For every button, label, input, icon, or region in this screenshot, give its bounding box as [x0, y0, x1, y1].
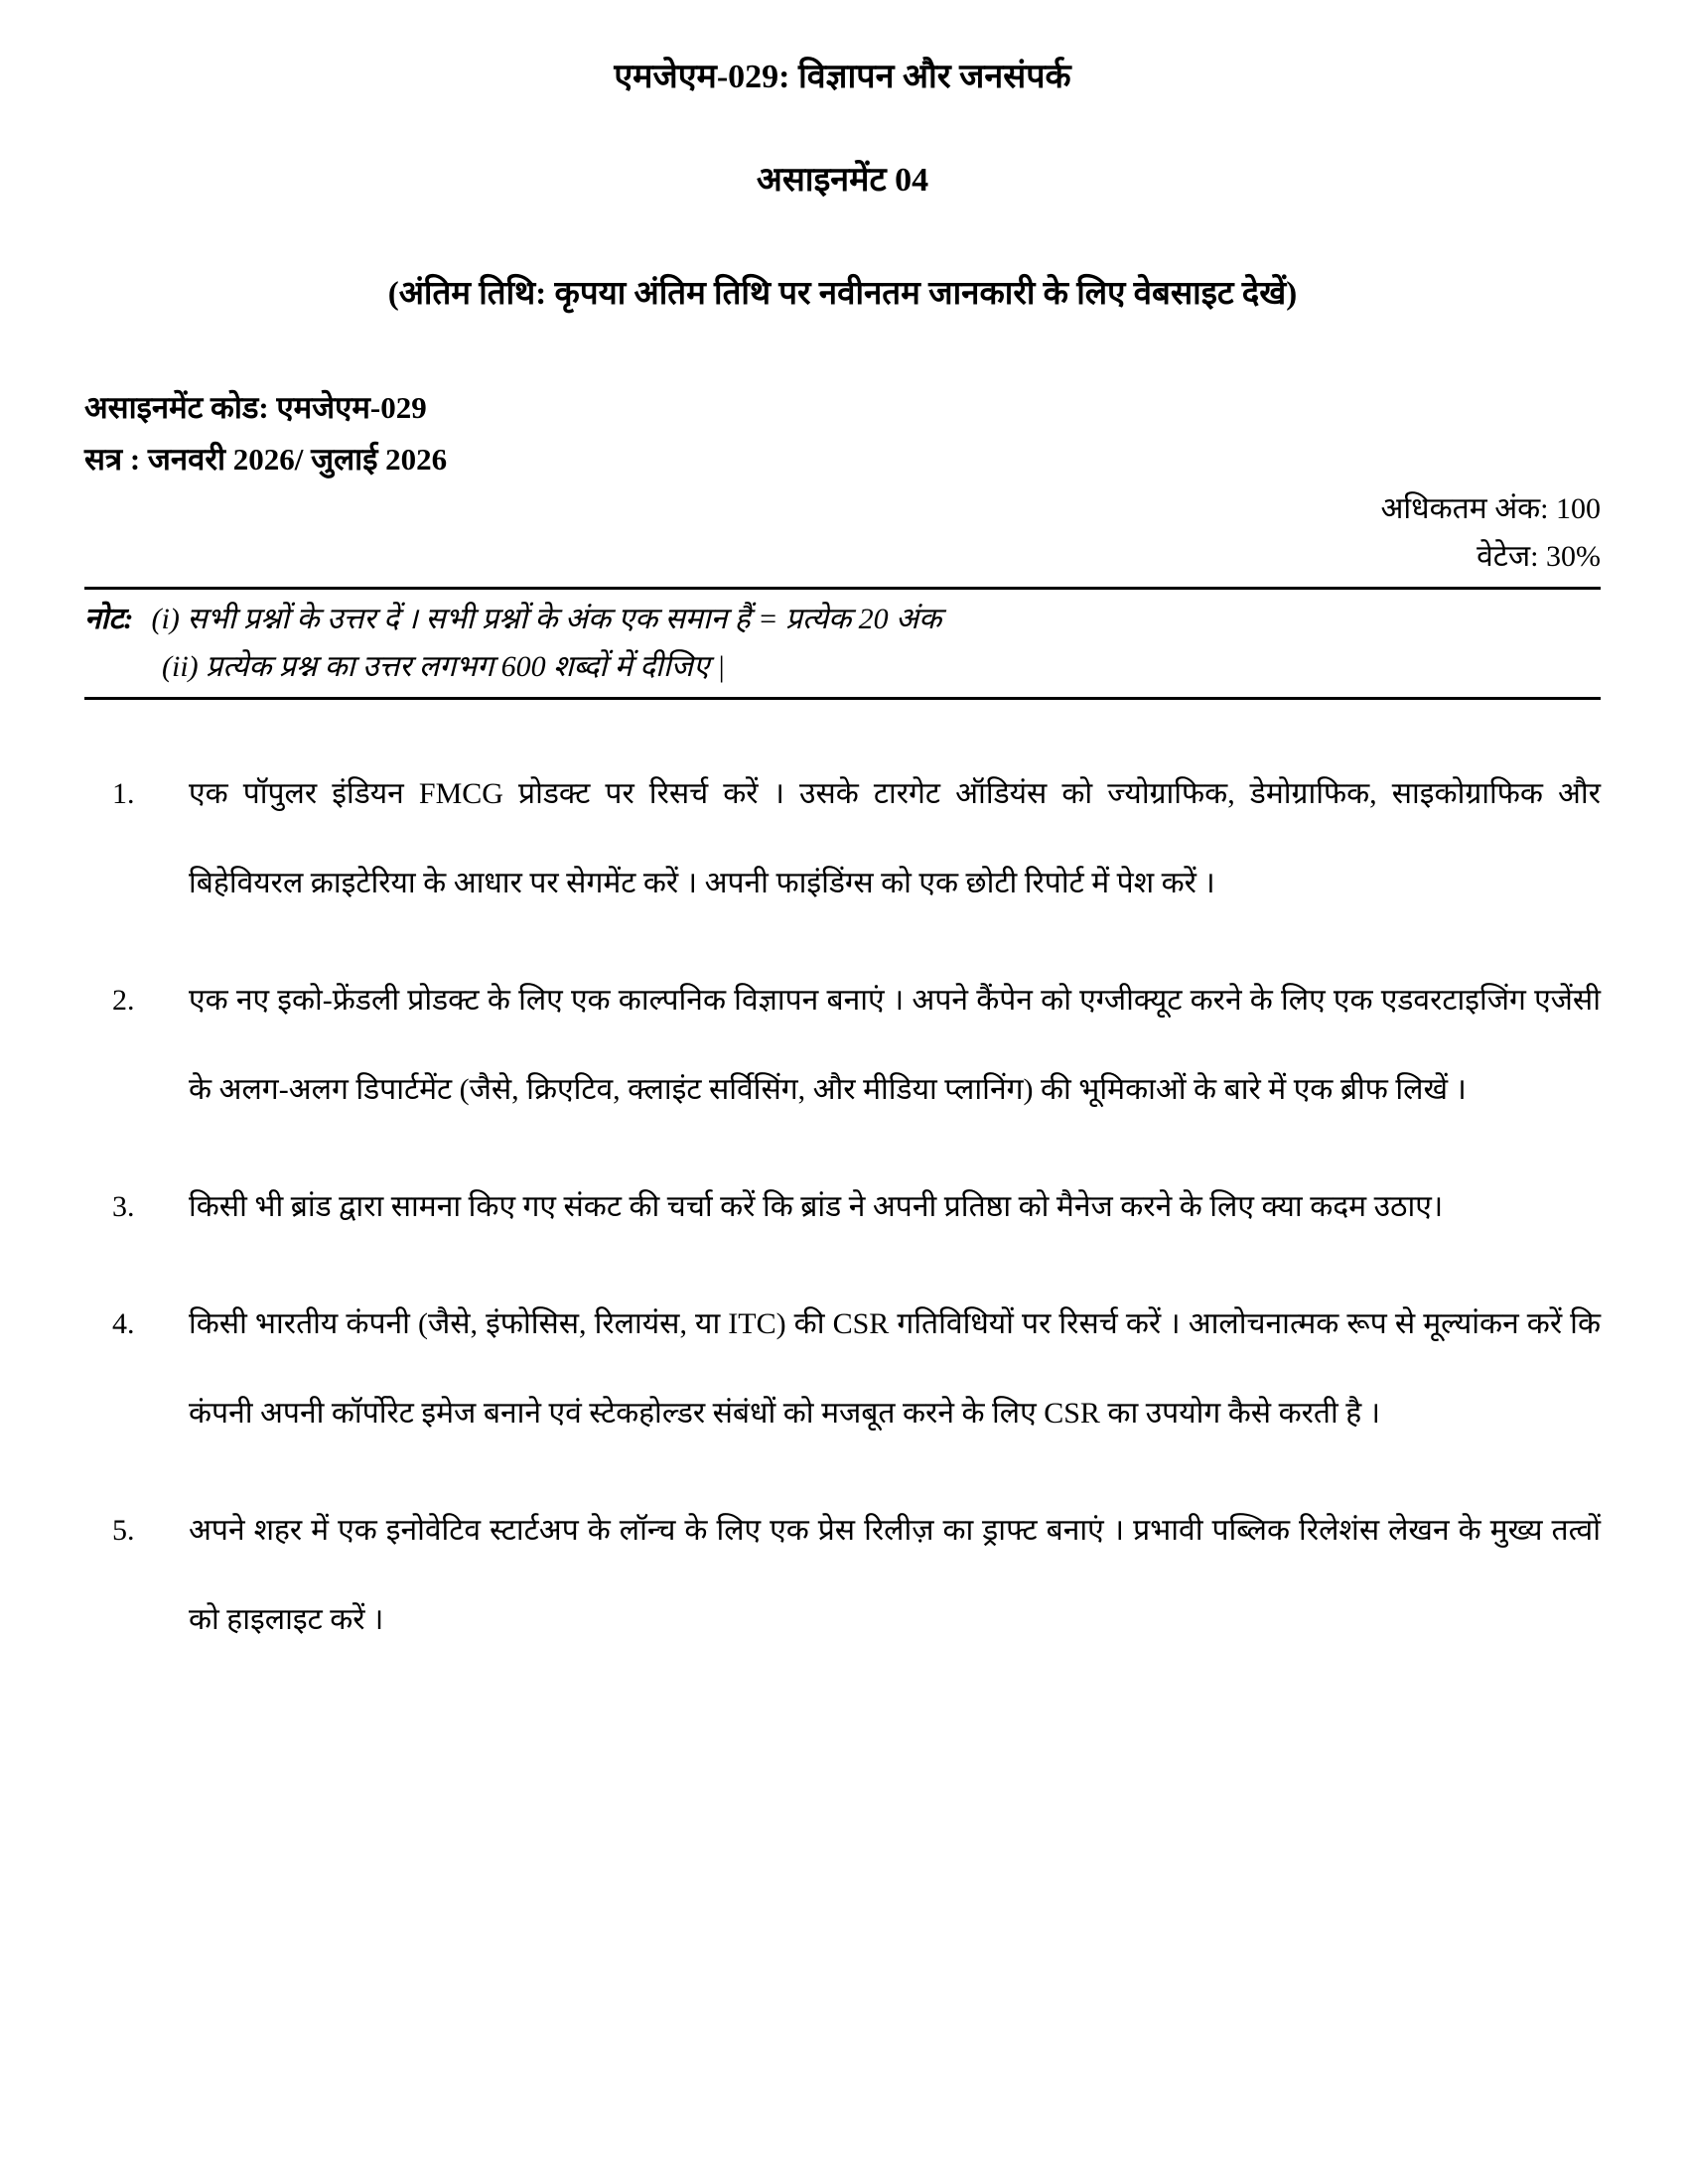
max-marks: अधिकतम अंक: 100: [1380, 492, 1601, 525]
question-item-1: [84, 750, 1601, 928]
question-list: [84, 750, 1601, 1665]
session-line: सत्र : जनवरी 2026/ जुलाई 2026: [84, 442, 448, 477]
note-row-1: [84, 596, 1601, 643]
question-text: एक नए इको-फ्रेंडली प्रोडक्ट के लिए एक काल्पनिक विज्ञापन बनाएं । अपने कैंपेन को एग्जीक्यूट करने के लिए एक एडवरटाइजिंग एजेंसी के अलग-अलग डिपार्टमेंट (जैसे, क्रिएटिव, क्लाइंट सर्विसिंग, और मीडिया प्लानिंग) की भूमिकाओं के बारे में एक ब्रीफ लिखें ।: [189, 984, 1601, 1106]
question-text: एक पॉपुलर इंडियन FMCG प्रोडक्ट पर रिसर्च करें । उसके टारगेट ऑडियंस को ज्योग्राफिक, डेमोग्राफिक, साइकोग्राफिक और बिहेवियरल क्राइटेरिया के आधार पर सेगमेंट करें । अपनी फाइंडिंग्स को एक छोटी रिपोर्ट में पेश करें ।: [189, 777, 1601, 899]
assignment-code: असाइनमेंट कोड: एमजेएम-029: [84, 390, 427, 425]
weightage: वेटेज: 30%: [1477, 540, 1601, 573]
note-label: नोट:: [84, 603, 134, 635]
deadline-note: (अंतिम तिथि: कृपया अंतिम तिथि पर नवीनतम जानकारी के लिए वेबसाइट देखें): [387, 276, 1298, 312]
question-text: अपने शहर में एक इनोवेटिव स्टार्टअप के लॉन्च के लिए एक प्रेस रिलीज़ का ड्राफ्ट बनाएं । प्रभावी पब्लिक रिलेशंस लेखन के मुख्य तत्वों को हाइलाइट करें ।: [189, 1514, 1601, 1636]
marks-meta: [84, 485, 1601, 581]
course-title: एमजेएम-029: विज्ञापन और जनसंपर्क: [614, 59, 1071, 95]
question-number: 3.: [112, 1190, 135, 1223]
question-item-5: [84, 1486, 1601, 1665]
question-number: 2.: [112, 984, 135, 1017]
note-item-1: (i) सभी प्रश्नों के उत्तर दें । सभी प्रश्नों के अंक एक समान हैं = प्रत्येक 20 अंक: [151, 603, 942, 635]
question-text: किसी भी ब्रांड द्वारा सामना किए गए संकट की चर्चा करें कि ब्रांड ने अपनी प्रतिष्ठा को मैनेज करने के लिए क्या कदम उठाए।: [189, 1190, 1444, 1223]
question-item-2: [84, 956, 1601, 1135]
question-number: 1.: [112, 777, 135, 810]
question-item-4: [84, 1280, 1601, 1458]
note-row-2: [84, 643, 1601, 691]
assignment-meta: [84, 382, 1601, 485]
question-text: किसी भारतीय कंपनी (जैसे, इंफोसिस, रिलायंस, या ITC) की CSR गतिविधियों पर रिसर्च करें । आलोचनात्मक रूप से मूल्यांकन करें कि कंपनी अपनी कॉर्पोरेट इमेज बनाने एवं स्टेकहोल्डर संबंधों को मजबूत करने के लिए CSR का उपयोग कैसे करती है ।: [189, 1307, 1601, 1430]
divider-bottom: [84, 697, 1601, 700]
question-item-3: [84, 1162, 1601, 1252]
assignment-title: असाइनमेंट 04: [756, 162, 929, 199]
question-number: 4.: [112, 1307, 135, 1340]
divider-top: [84, 587, 1601, 590]
question-number: 5.: [112, 1514, 135, 1547]
note-item-2: (ii) प्रत्येक प्रश्न का उत्तर लगभग 600 शब्दों में दीजिए |: [162, 650, 726, 683]
note-block: [84, 596, 1601, 691]
